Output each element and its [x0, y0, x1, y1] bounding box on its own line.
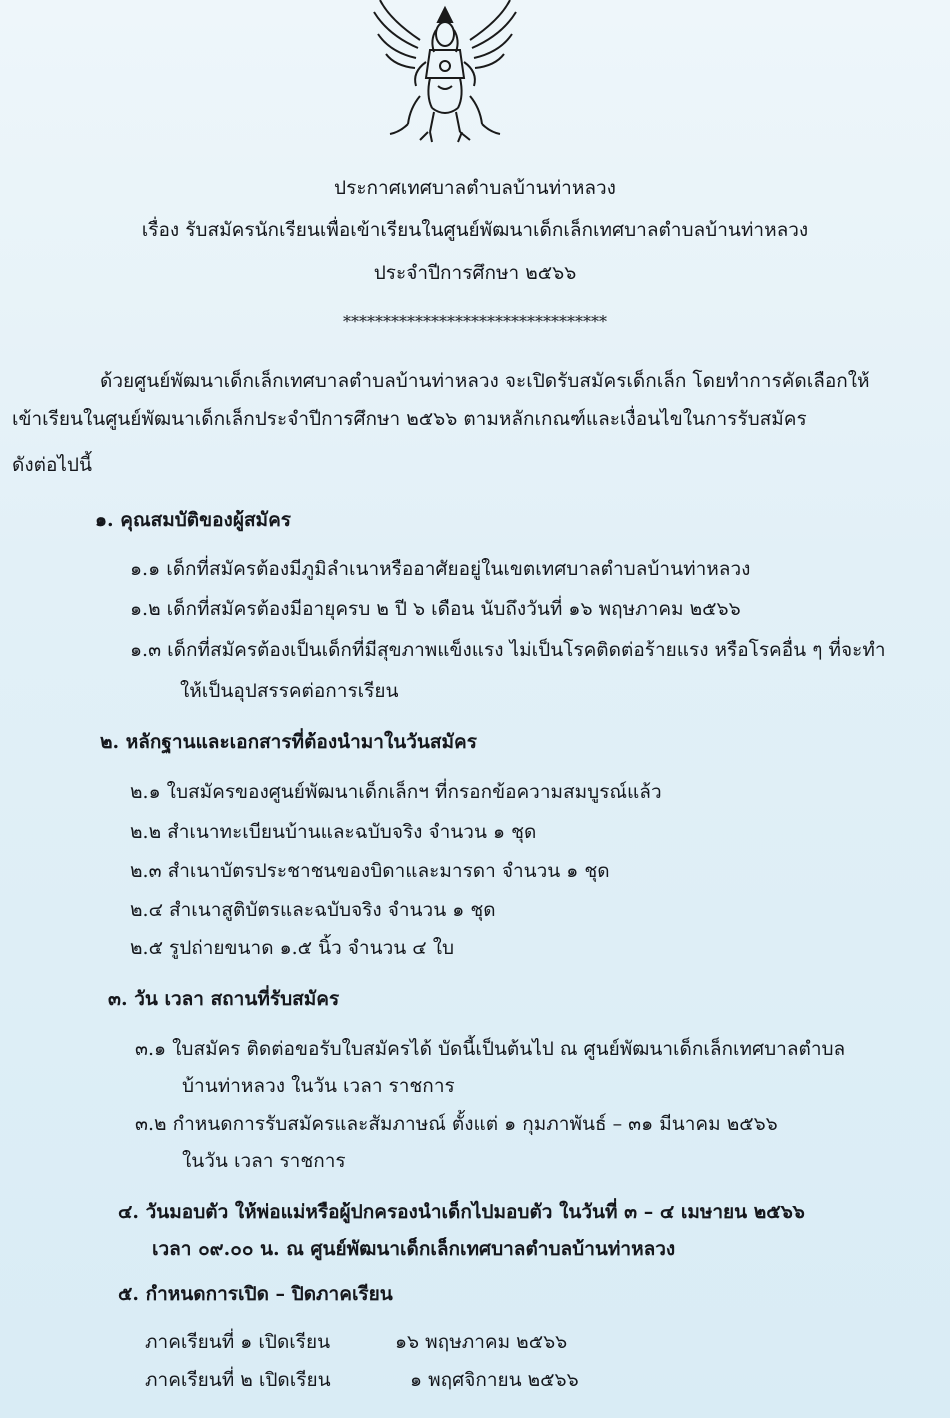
intro-paragraph-line-3: ดังต่อไปนี้ — [12, 454, 92, 476]
section-1-item-1: ๑.๑ เด็กที่สมัครต้องมีภูมิลำเนาหรืออาศัยอยู่ในเขตเทศบาลตำบลบ้านท่าหลวง — [130, 558, 751, 580]
intro-paragraph-line-2: เข้าเรียนในศูนย์พัฒนาเด็กเล็กประจำปีการศึกษา ๒๕๖๖ ตามหลักเกณฑ์และเงื่อนไขในการรับสมัคร — [12, 408, 807, 430]
section-3-heading: ๓. วัน เวลา สถานที่รับสมัคร — [108, 988, 340, 1010]
term-2-label: ภาคเรียนที่ ๒ เปิดเรียน — [145, 1369, 331, 1391]
section-3-item-2-continued: ในวัน เวลา ราชการ — [182, 1150, 346, 1172]
section-3-item-2: ๓.๒ กำหนดการรับสมัครและสัมภาษณ์ ตั้งแต่ ๑ กุมภาพันธ์ – ๓๑ มีนาคม ๒๕๖๖ — [135, 1113, 778, 1135]
section-2-item-4: ๒.๔ สำเนาสูติบัตรและฉบับจริง จำนวน ๑ ชุด — [130, 899, 496, 921]
announcement-title: ประกาศเทศบาลตำบลบ้านท่าหลวง — [334, 177, 616, 199]
announcement-subject: เรื่อง รับสมัครนักเรียนเพื่อเข้าเรียนในศูนย์พัฒนาเด็กเล็กเทศบาลตำบลบ้านท่าหลวง — [141, 219, 809, 241]
section-3-item-1-continued: บ้านท่าหลวง ในวัน เวลา ราชการ — [182, 1075, 455, 1097]
separator-line: ********************************* — [343, 312, 607, 331]
term-1-label: ภาคเรียนที่ ๑ เปิดเรียน — [145, 1331, 331, 1353]
section-1-item-2: ๑.๒ เด็กที่สมัครต้องมีอายุครบ ๒ ปี ๖ เดือน นับถึงวันที่ ๑๖ พฤษภาคม ๒๕๖๖ — [130, 598, 741, 620]
section-2-item-5: ๒.๕ รูปถ่ายขนาด ๑.๕ นิ้ว จำนวน ๔ ใบ — [130, 937, 455, 959]
section-2-item-3: ๒.๓ สำเนาบัตรประชาชนของบิดาและมารดา จำนวน ๑ ชุด — [130, 860, 610, 882]
section-1-heading: ๑. คุณสมบัติของผู้สมัคร — [95, 509, 291, 531]
section-1-item-3-continued: ให้เป็นอุปสรรคต่อการเรียน — [180, 680, 399, 702]
section-2-heading: ๒. หลักฐานและเอกสารที่ต้องนำมาในวันสมัคร — [100, 731, 477, 753]
term-2-date: ๑ พฤศจิกายน ๒๕๖๖ — [410, 1369, 579, 1391]
garuda-emblem-icon — [360, 0, 530, 150]
section-5-heading: ๕. กำหนดการเปิด – ปิดภาคเรียน — [118, 1283, 393, 1305]
section-3-item-1: ๓.๑ ใบสมัคร ติดต่อขอรับใบสมัครได้ บัดนี้เป็นต้นไป ณ ศูนย์พัฒนาเด็กเล็กเทศบาลตำบล — [135, 1038, 846, 1060]
intro-paragraph-line-1: ด้วยศูนย์พัฒนาเด็กเล็กเทศบาลตำบลบ้านท่าหลวง จะเปิดรับสมัครเด็กเล็ก โดยทำการคัดเลือกให้ — [100, 370, 870, 392]
academic-year: ประจำปีการศึกษา ๒๕๖๖ — [373, 262, 577, 284]
term-1-date: ๑๖ พฤษภาคม ๒๕๖๖ — [395, 1331, 568, 1353]
section-4-line-1: ๔. วันมอบตัว ให้พ่อแม่หรือผู้ปกครองนำเด็กไปมอบตัว ในวันที่ ๓ – ๔ เมษายน ๒๕๖๖ — [118, 1201, 805, 1223]
section-4-line-2: เวลา ๐๙.๐๐ น. ณ ศูนย์พัฒนาเด็กเล็กเทศบาลตำบลบ้านท่าหลวง — [152, 1238, 676, 1260]
section-2-item-1: ๒.๑ ใบสมัครของศูนย์พัฒนาเด็กเล็กฯ ที่กรอกข้อความสมบูรณ์แล้ว — [130, 781, 662, 803]
section-2-item-2: ๒.๒ สำเนาทะเบียนบ้านและฉบับจริง จำนวน ๑ ชุด — [130, 821, 537, 843]
section-1-item-3: ๑.๓ เด็กที่สมัครต้องเป็นเด็กที่มีสุขภาพแข็งแรง ไม่เป็นโรคติดต่อร้ายแรง หรือโรคอื่น ๆ ที่จะทำ — [130, 639, 886, 661]
